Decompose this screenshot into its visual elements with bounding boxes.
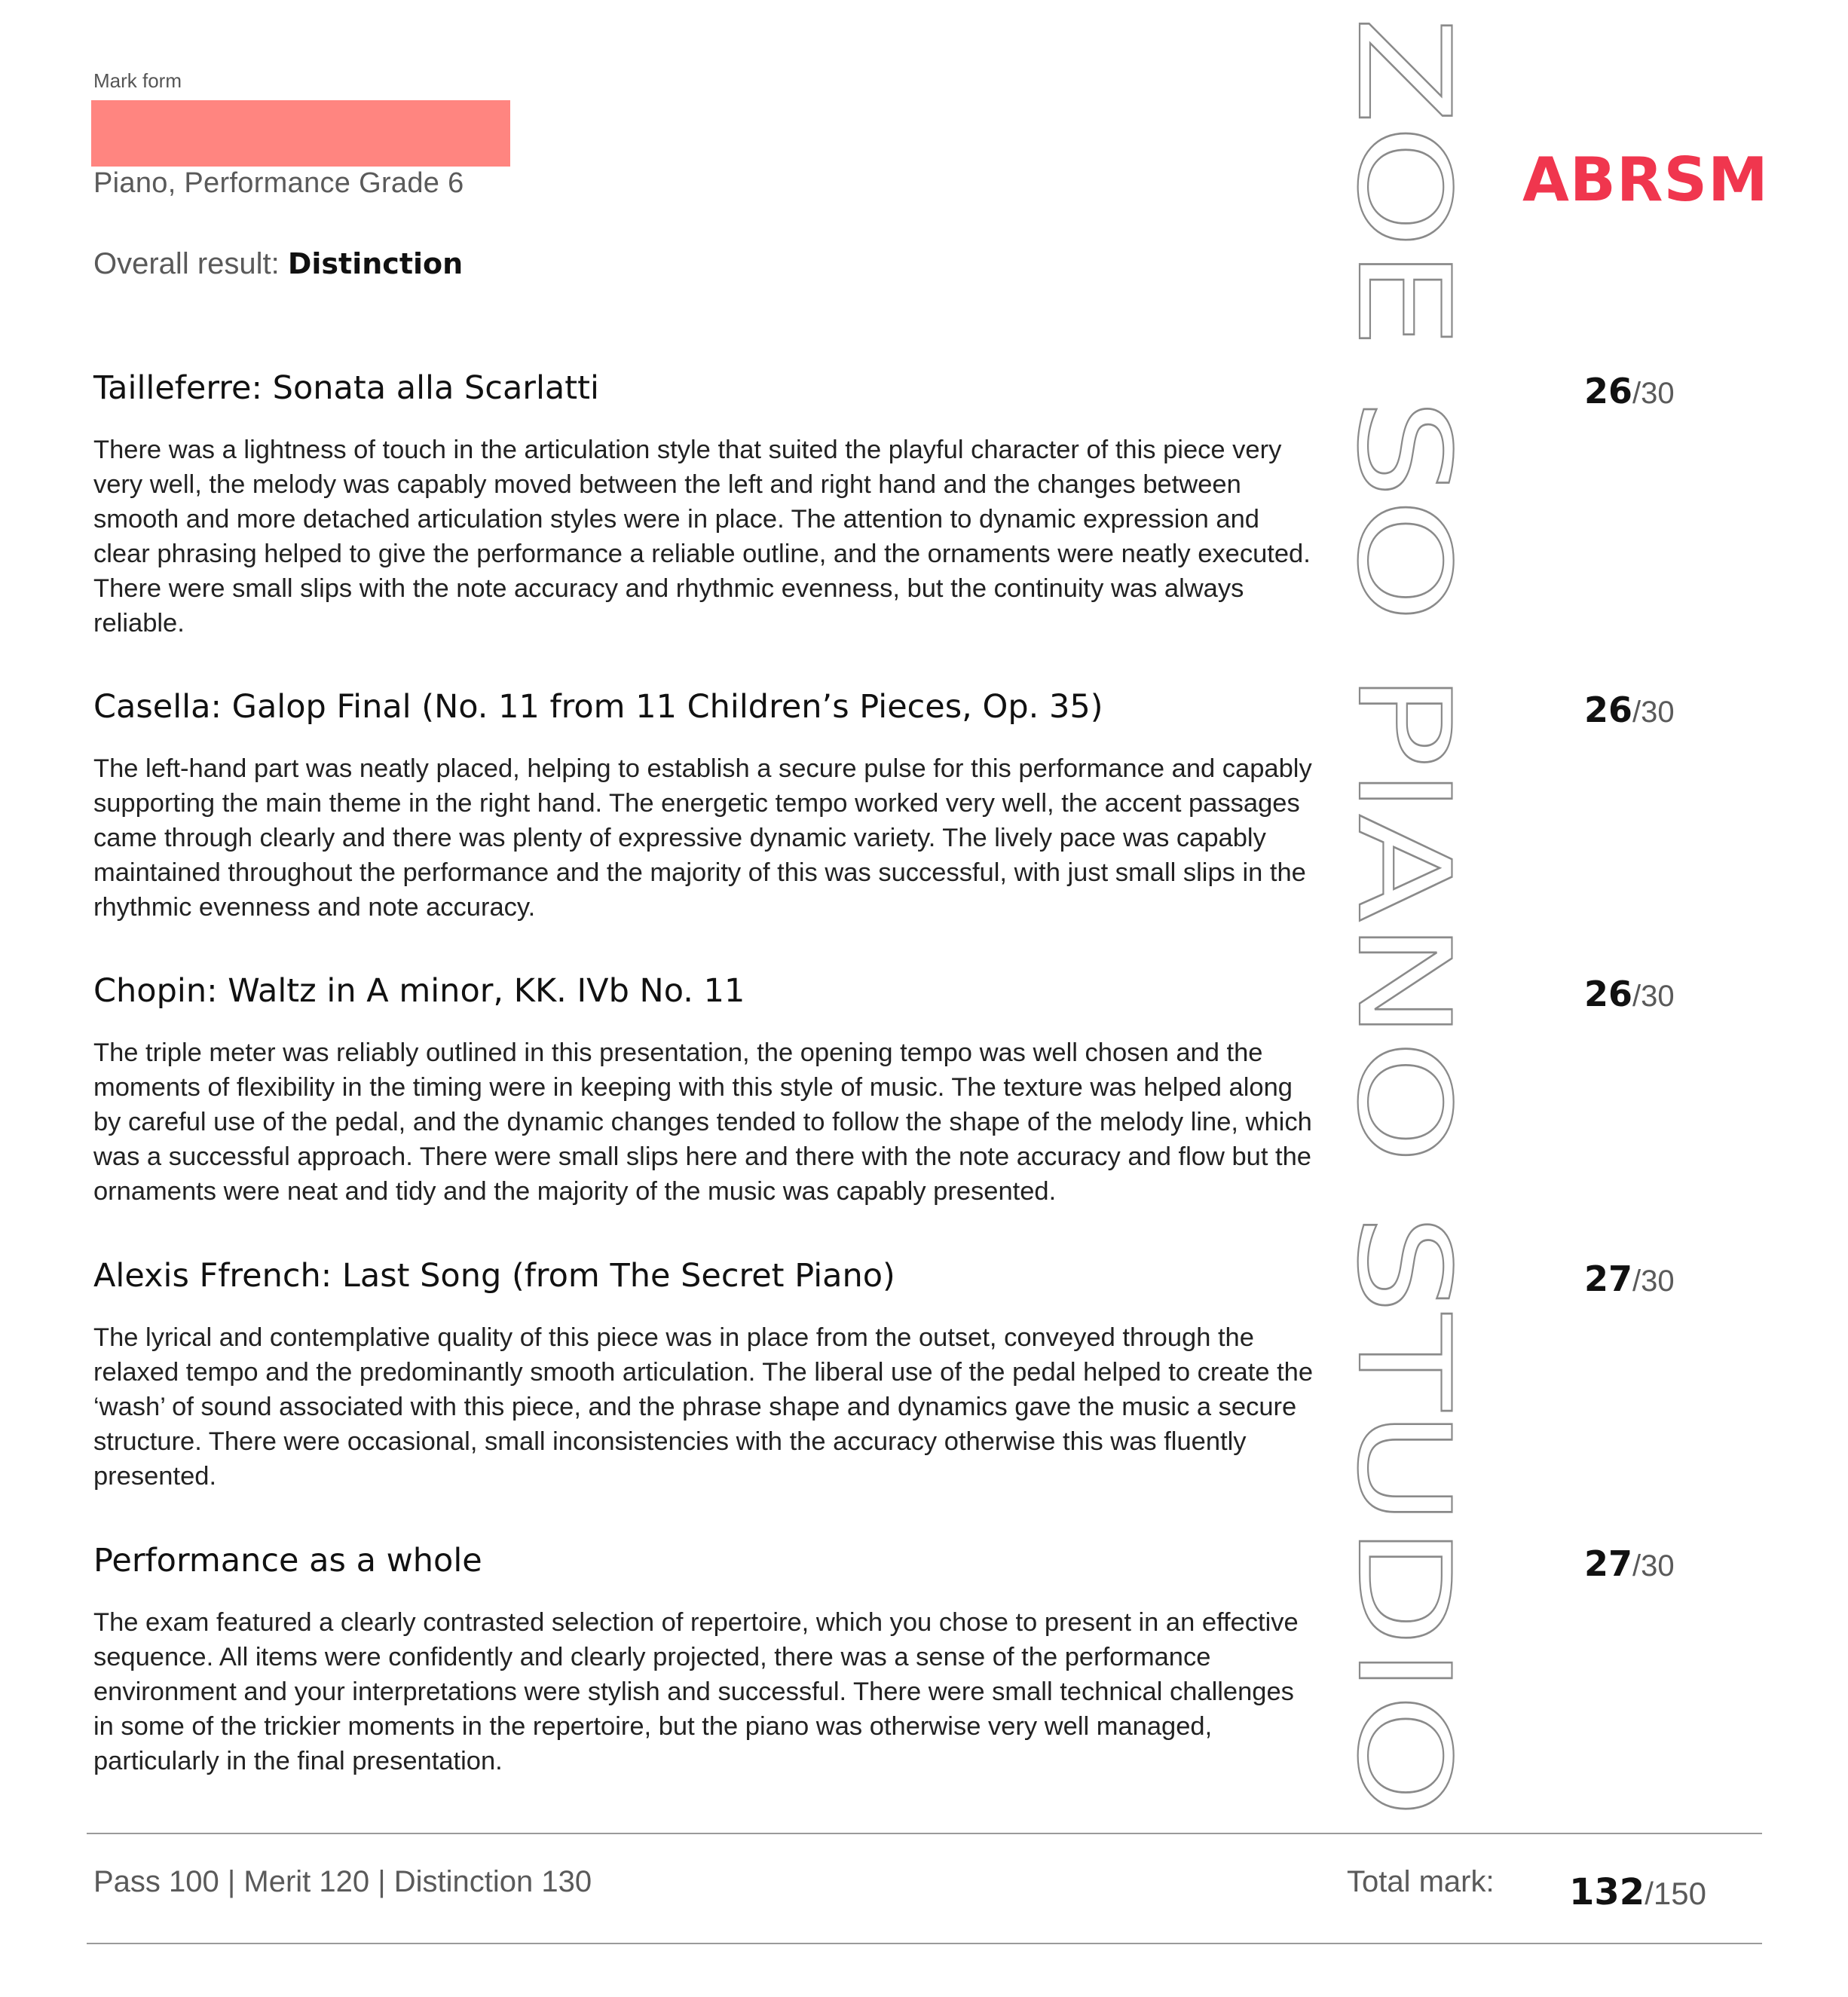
- total-mark-label: Total mark:: [1347, 1865, 1495, 1898]
- section-title: Tailleferre: Sonata alla Scarlatti: [93, 369, 599, 407]
- section-comment: There was a lightness of touch in the articulation style that suited the playful character of this piece very very well, the melody was capably moved between the left and right hand and the changes between smooth and more detached articulation styles were in place. The attention to dynamic expression and clear phrasing helped to give the performance a reliable outline, and the ornaments were neatly executed. There were small slips with the note accuracy and rhythmic evenness, but the continuity was always reliable.: [93, 436, 1311, 638]
- section-score: 27: [1584, 1543, 1633, 1584]
- section-title: Casella: Galop Final (No. 11 from 11 Children’s Pieces, Op. 35): [93, 688, 1103, 726]
- section-comment: The lyrical and contemplative quality of this piece was in place from the outset, conveyed through the relaxed tempo and the predominantly smooth articulation. The liberal use of the pedal helped to create the ‘wash’ of sound associated with this piece, and the phrase shape and dynamics gave the music a secure structure. There were occasional, small inconsistencies with the accuracy otherwise this was fluently presented.: [93, 1323, 1314, 1491]
- section-score: 26: [1584, 371, 1633, 411]
- section-mark: [1584, 974, 1675, 1014]
- section-max: 30: [1641, 377, 1675, 410]
- abrsm-logo: ABRSM: [1522, 145, 1769, 215]
- section-mark-separator: /: [1632, 377, 1641, 410]
- section-title: Performance as a whole: [93, 1542, 482, 1580]
- overall-result: [93, 247, 463, 281]
- mark-form-label: Mark form: [93, 69, 182, 92]
- section-comment: The triple meter was reliably outlined in this presentation, the opening tempo was well chosen and the moments of flexibility in the timing were in keeping with this style of music. The texture was helped along by careful use of the pedal, and the dynamic changes tended to follow the shape of the melody line, which was a successful approach. There were small slips here and there with the note accuracy and flow but the ornaments were neat and tidy and the majority of the music was capably presented.: [93, 1038, 1312, 1206]
- section-mark-separator: /: [1632, 980, 1641, 1013]
- total-mark: [1569, 1871, 1706, 1913]
- overall-result-label: Overall result:: [93, 247, 288, 280]
- section-score: 26: [1584, 690, 1633, 730]
- section-title: Alexis Ffrench: Last Song (from The Secret Piano): [93, 1257, 895, 1295]
- total-mark-max: 150: [1653, 1876, 1706, 1911]
- section-mark: [1584, 371, 1675, 411]
- section-max: 30: [1641, 1549, 1675, 1583]
- redacted-candidate-name: [91, 100, 510, 167]
- section-comment: The left-hand part was neatly placed, helping to establish a secure pulse for this performance and capably supporting the main theme in the right hand. The energetic tempo worked very well, the accent passages came through clearly and there was plenty of expressive dynamic variety. The lively pace was capably maintained throughout the performance and the majority of this was successful, with just small slips in the rhythmic evenness and note accuracy.: [93, 754, 1312, 922]
- footer-bottom-divider: [87, 1943, 1762, 1944]
- total-mark-separator: /: [1645, 1876, 1654, 1911]
- section-mark-separator: /: [1632, 1549, 1641, 1583]
- section-max: 30: [1641, 1265, 1675, 1298]
- total-mark-score: 132: [1569, 1871, 1645, 1913]
- section-mark: [1584, 1258, 1675, 1299]
- section-score: 26: [1584, 974, 1633, 1014]
- section-mark: [1584, 1543, 1675, 1584]
- exam-subject: Piano, Performance Grade 6: [93, 167, 464, 199]
- section-score: 27: [1584, 1258, 1633, 1299]
- section-max: 30: [1641, 696, 1675, 729]
- watermark-text: ZOE SO PIANO STUDIO: [1329, 17, 1477, 1463]
- footer-top-divider: [87, 1833, 1762, 1834]
- section-comment: The exam featured a clearly contrasted selection of repertoire, which you chose to present in an effective sequence. All items were confidently and clearly projected, there was a sense of the performance environment and your interpretations were stylish and successful. There were small technical challenges in some of the trickier moments in the repertoire, but the piano was otherwise very well managed, particularly in the final presentation.: [93, 1608, 1299, 1775]
- section-mark: [1584, 690, 1675, 730]
- overall-result-value: Distinction: [287, 247, 464, 280]
- section-max: 30: [1641, 980, 1675, 1013]
- section-mark-separator: /: [1632, 696, 1641, 729]
- grade-thresholds: Pass 100 | Merit 120 | Distinction 130: [93, 1865, 592, 1898]
- section-title: Chopin: Waltz in A minor, KK. IVb No. 11: [93, 972, 745, 1010]
- section-mark-separator: /: [1632, 1265, 1641, 1298]
